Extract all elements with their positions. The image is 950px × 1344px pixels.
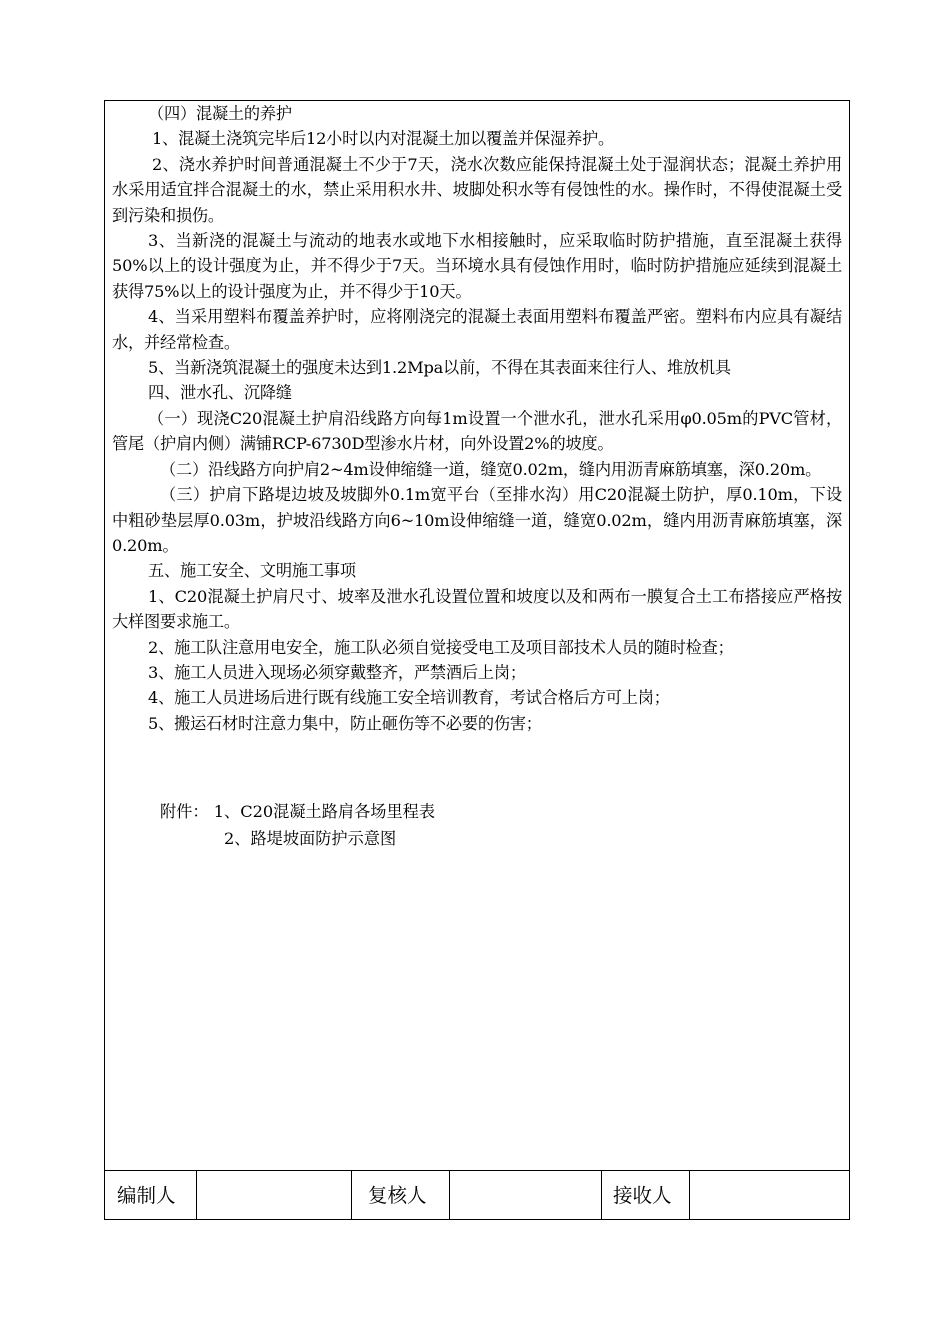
paragraph: 四、泄水孔、沉降缝 — [148, 383, 292, 403]
attachments — [160, 798, 435, 852]
document-body — [112, 101, 842, 736]
compiler-label: 编制人 — [104, 1171, 197, 1220]
paragraph: 1、C20混凝土护肩尺寸、坡率及泄水孔设置位置和坡度以及和两布一膜复合土工布搭接应严格按大样图要求施工。 — [112, 586, 842, 632]
paragraph: （二）沿线路方向护肩2~4m设伸缩缝一道，缝宽0.02m，缝内用沥青麻筋填塞，深0.20m。 — [160, 459, 822, 479]
compiler-field — [197, 1171, 352, 1220]
paragraph: （四）混凝土的养护 — [148, 104, 292, 123]
paragraph: 3、施工人员进入现场必须穿戴整齐，严禁酒后上岗； — [148, 662, 526, 682]
receiver-label: 接收人 — [602, 1171, 690, 1220]
reviewer-label: 复核人 — [352, 1171, 450, 1220]
reviewer-field — [450, 1171, 602, 1220]
paragraph: 五、施工安全、文明施工事项 — [148, 561, 356, 581]
paragraph: 4、当采用塑料布覆盖养护时，应将刚浇完的混凝土表面用塑料布覆盖严密。塑料布内应具有凝结水，并经常检查。 — [112, 307, 842, 352]
paragraph: 2、浇水养护时间普通混凝土不少于7天，浇水次数应能保持混凝土处于湿润状态；混凝土养护用水采用适宜拌合混凝土的水，禁止采用积水井、坡脚处积水等有侵蚀性的水。操作时，不得使混凝土受到污染和损伤。 — [112, 154, 842, 225]
paragraph: 1、混凝土浇筑完毕后12小时以内对混凝土加以覆盖并保湿养护。 — [152, 129, 614, 149]
paragraph: 5、搬运石材时注意力集中，防止砸伤等不必要的伤害； — [148, 713, 542, 733]
paragraph: （三）护肩下路堤边坡及坡脚外0.1m宽平台（至排水沟）用C20混凝土防护，厚0.10m，下设中粗砂垫层厚0.03m，护坡沿线路方向6~10m设伸缩缝一道，缝宽0.02m，缝内用沥青麻筋填塞，深0.20m。 — [112, 485, 842, 555]
signature-row — [104, 1170, 850, 1220]
attachment-line-1: 附件： 1、C20混凝土路肩各场里程表 — [160, 802, 436, 821]
attachment-line-2: 2、路堤坡面防护示意图 — [224, 829, 397, 848]
paragraph: 4、施工人员进场后进行既有线施工安全培训教育，考试合格后方可上岗； — [148, 688, 670, 708]
paragraph: 5、当新浇筑混凝土的强度未达到1.2Mpa以前，不得在其表面来往行人、堆放机具 — [148, 358, 731, 378]
paragraph: （一）现浇C20混凝土护肩沿线路方向每1m设置一个泄水孔，泄水孔采用φ0.05m的PVC管材，管尾（护肩内侧）满铺RCP-6730D型渗水片材，向外设置2%的坡度。 — [112, 408, 842, 454]
paragraph: 2、施工队注意用电安全，施工队必须自觉接受电工及项目部技术人员的随时检查； — [148, 637, 734, 657]
paragraph: 3、当新浇的混凝土与流动的地表水或地下水相接触时，应采取临时防护措施，直至混凝土获得50%以上的设计强度为止，并不得少于7天。当环境水具有侵蚀作用时，临时防护措施应延续到混凝土获得75%以上的设计强度为止，并不得少于10天。 — [112, 231, 842, 301]
